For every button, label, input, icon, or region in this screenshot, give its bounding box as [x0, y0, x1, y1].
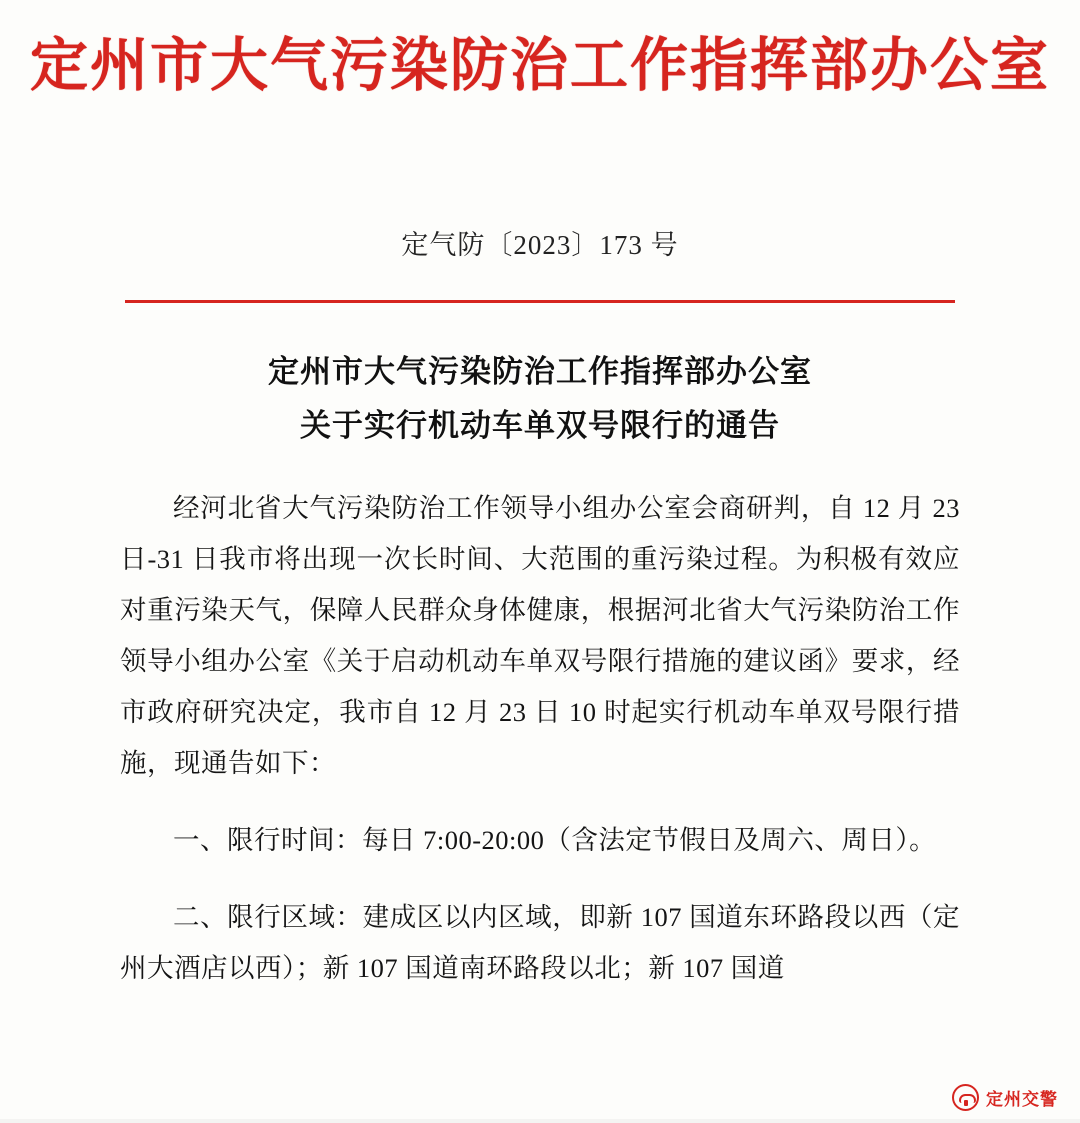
red-divider-rule — [125, 300, 955, 303]
scan-bottom-edge — [0, 1119, 1080, 1123]
document-body — [120, 483, 960, 994]
body-paragraph: 一、限行时间：每日 7:00-20:00（含法定节假日及周六、周日）。 — [173, 825, 937, 856]
body-paragraph: 经河北省大气污染防治工作领导小组办公室会商研判，自 12 月 23 日-31 日我市将出现一次长时间、大范围的重污染过程。为积极有效应对重污染天气，保障人民群众身体健康，根据河北省大气污染防治工作领导小组办公室《关于启动机动车单双号限行措施的建议函》要求，经市政府研究决定，我市自 12 月 23 日 10 时起实行机动车单双号限行措施，现通告如下： — [120, 493, 960, 778]
body-paragraph: 二、限行区域：建成区以内区域，即新 107 国道东环路段以西（定州大酒店以西）；新 107 国道南环路段以北；新 107 国道 — [120, 902, 960, 984]
issuing-authority-header: 定州市大气污染防治工作指挥部办公室 — [29, 33, 1050, 98]
document-number: 定气防〔2023〕173 号 — [401, 229, 679, 260]
page-title — [0, 345, 1080, 454]
page-title-line-2: 关于实行机动车单双号限行的通告 — [300, 408, 780, 444]
watermark-account-name: 定州交警 — [986, 1090, 1058, 1109]
masthead — [0, 0, 1080, 98]
watermark-account-badge — [952, 1084, 1058, 1111]
page-title-line-1: 定州市大气污染防治工作指挥部办公室 — [268, 353, 812, 389]
traffic-police-badge-icon — [952, 1084, 979, 1111]
